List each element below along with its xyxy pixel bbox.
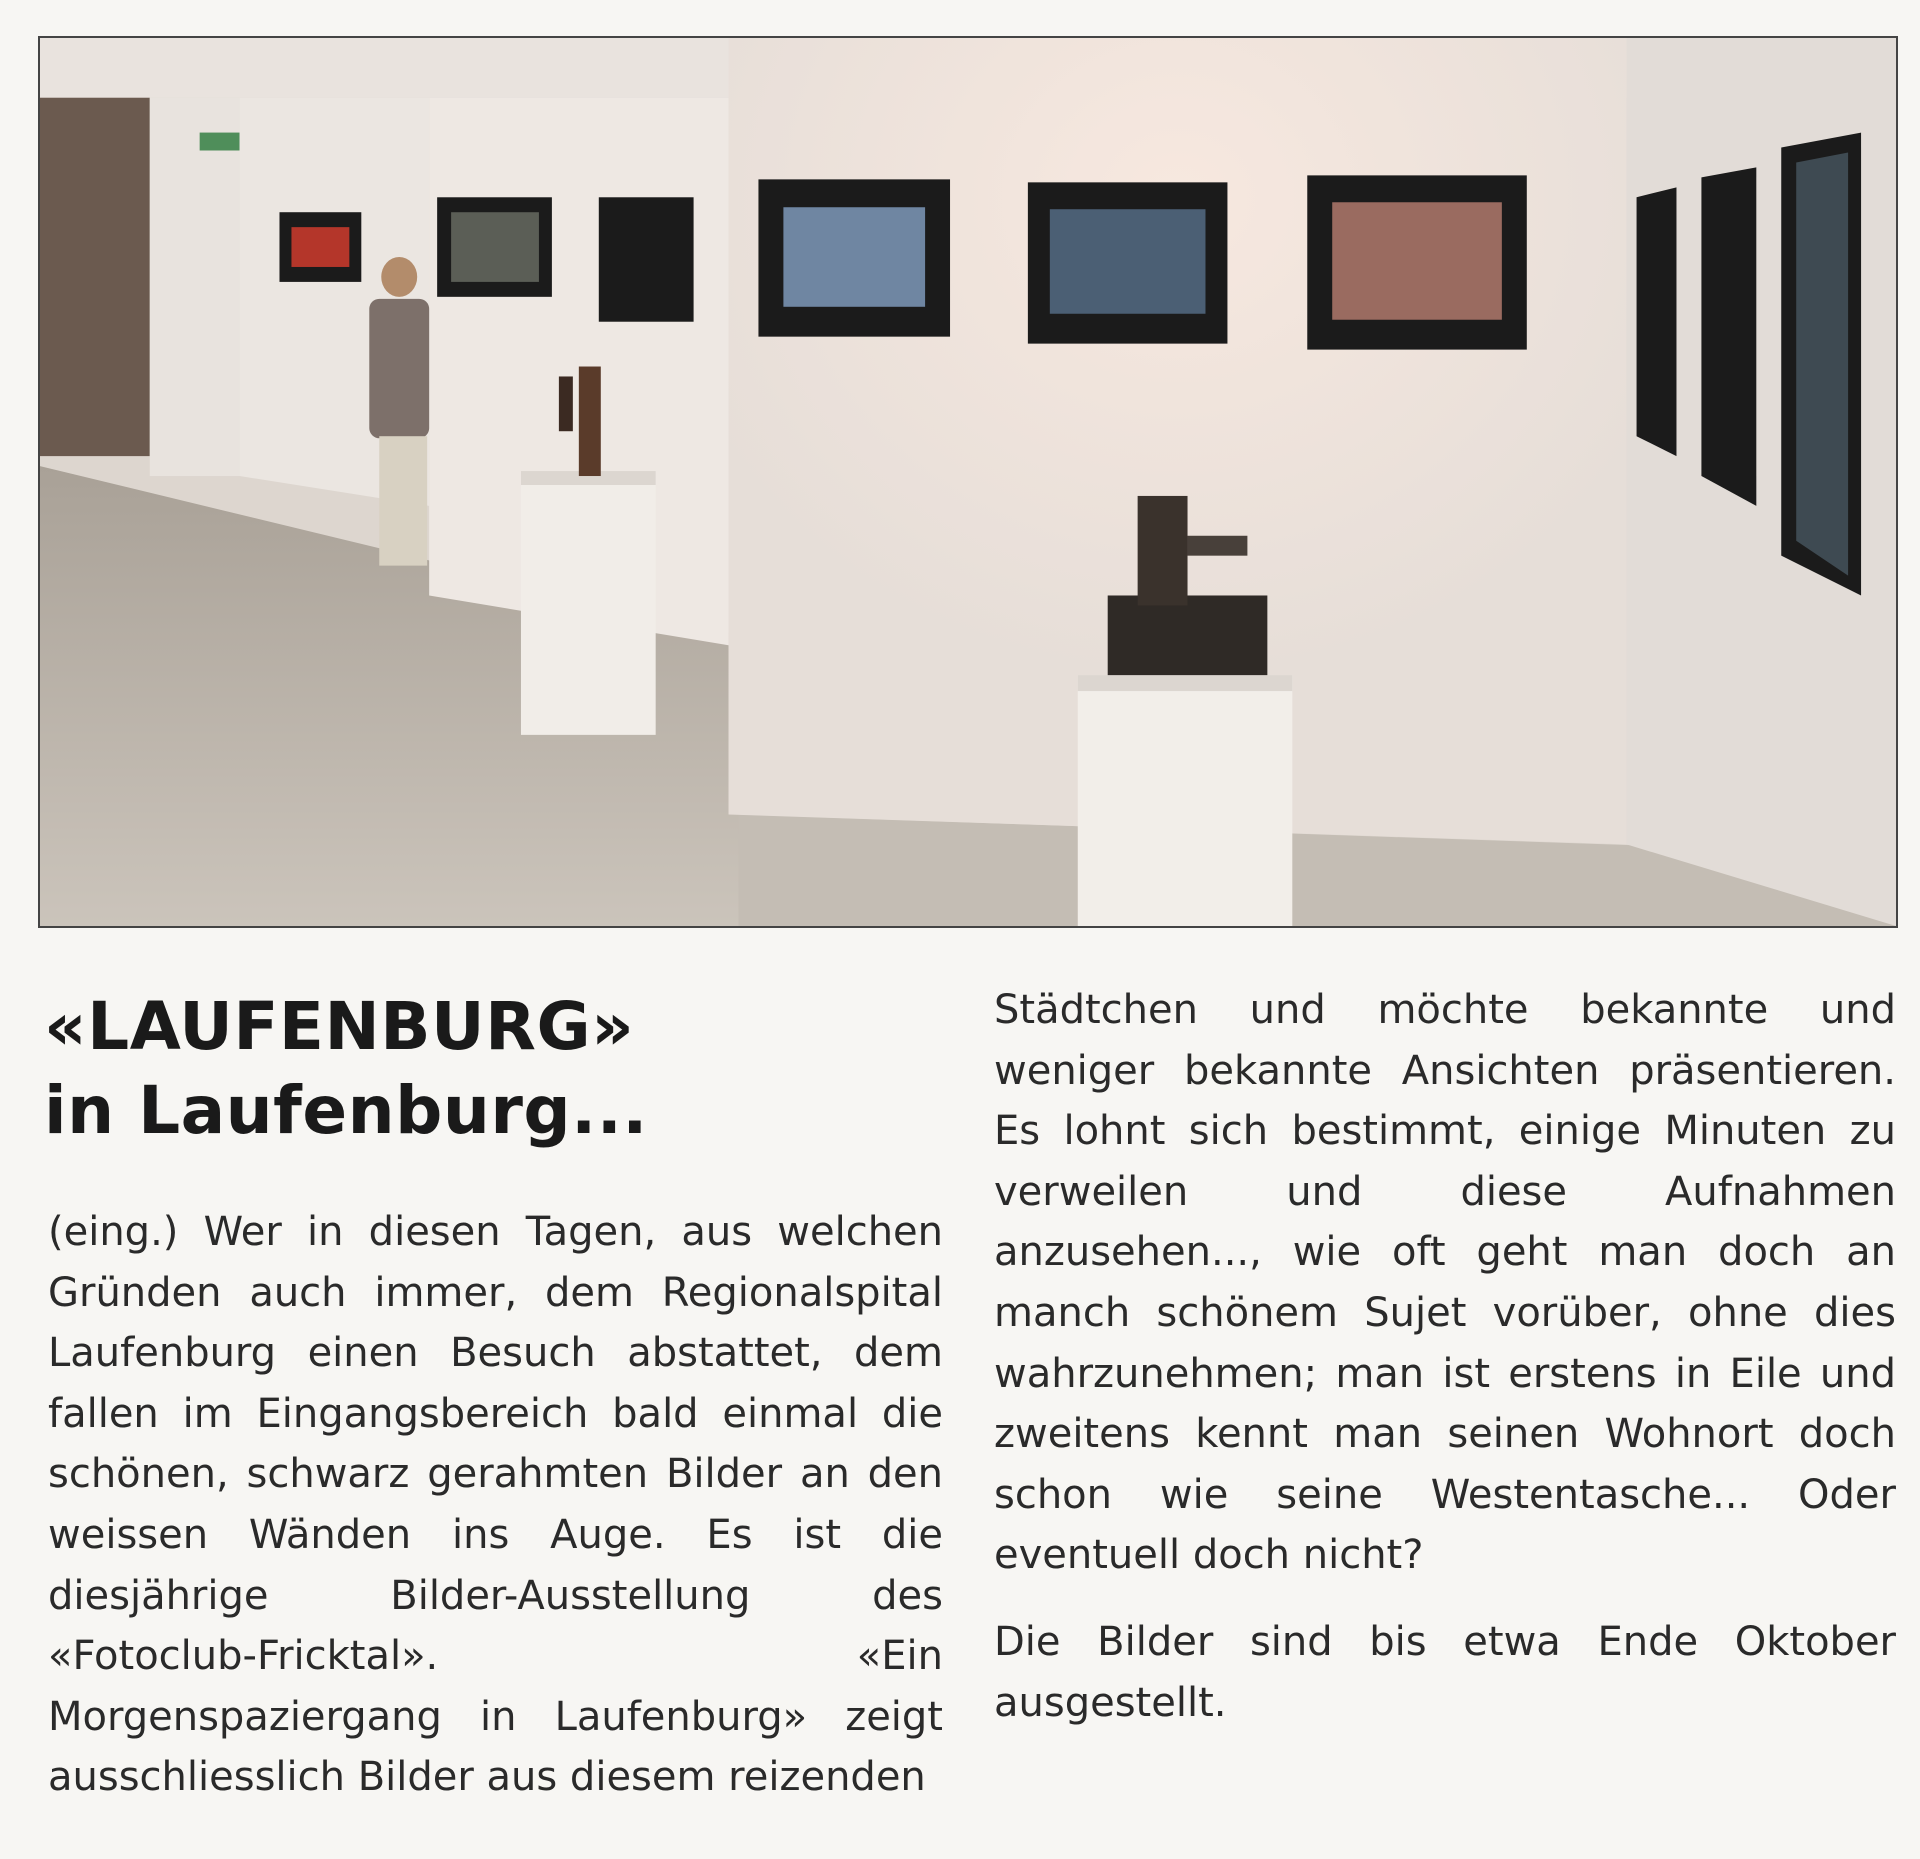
- article-headline: [44, 985, 944, 1153]
- article-photo: [38, 36, 1898, 928]
- gallery-photo-illustration: [40, 38, 1896, 926]
- article-paragraph-closing: Die Bilder sind bis etwa Ende Oktober ausgestellt.: [994, 1618, 1896, 1726]
- headline-line-2: in Laufenburg...: [44, 1072, 648, 1149]
- article-column-right: [994, 980, 1896, 1733]
- article-paragraph-intro: (eing.) Wer in diesen Tagen, aus welchen Gründen auch immer, dem Regionalspital Laufenburg einen Besuch abstattet, dem fallen im Eingangsbereich bald einmal die schönen, schwarz gerahmten Bilder an den weissen Wänden ins Auge. Es ist die diesjährige Bilder-Ausstellung des «Fotoclub-Fricktal». «Ein Morgenspaziergang in Laufenburg» zeigt ausschliesslich Bilder aus diesem reizenden: [48, 1209, 943, 1801]
- article-column-left: [48, 1202, 943, 1808]
- headline-line-1: «LAUFENBURG»: [44, 988, 635, 1065]
- article-paragraph-continued: Städtchen und möchte bekannte und weniger bekannte Ansichten präsentieren. Es lohnt sich bestimmt, einige Minuten zu verweilen und diese Aufnahmen anzusehen..., wie oft geht man doch an manch schönem Sujet vorüber, ohne dies wahrzunehmen; man ist erstens in Eile und zweitens kennt man seinen Wohnort doch schon wie seine Westentasche... Oder eventuell doch nicht?: [994, 987, 1896, 1579]
